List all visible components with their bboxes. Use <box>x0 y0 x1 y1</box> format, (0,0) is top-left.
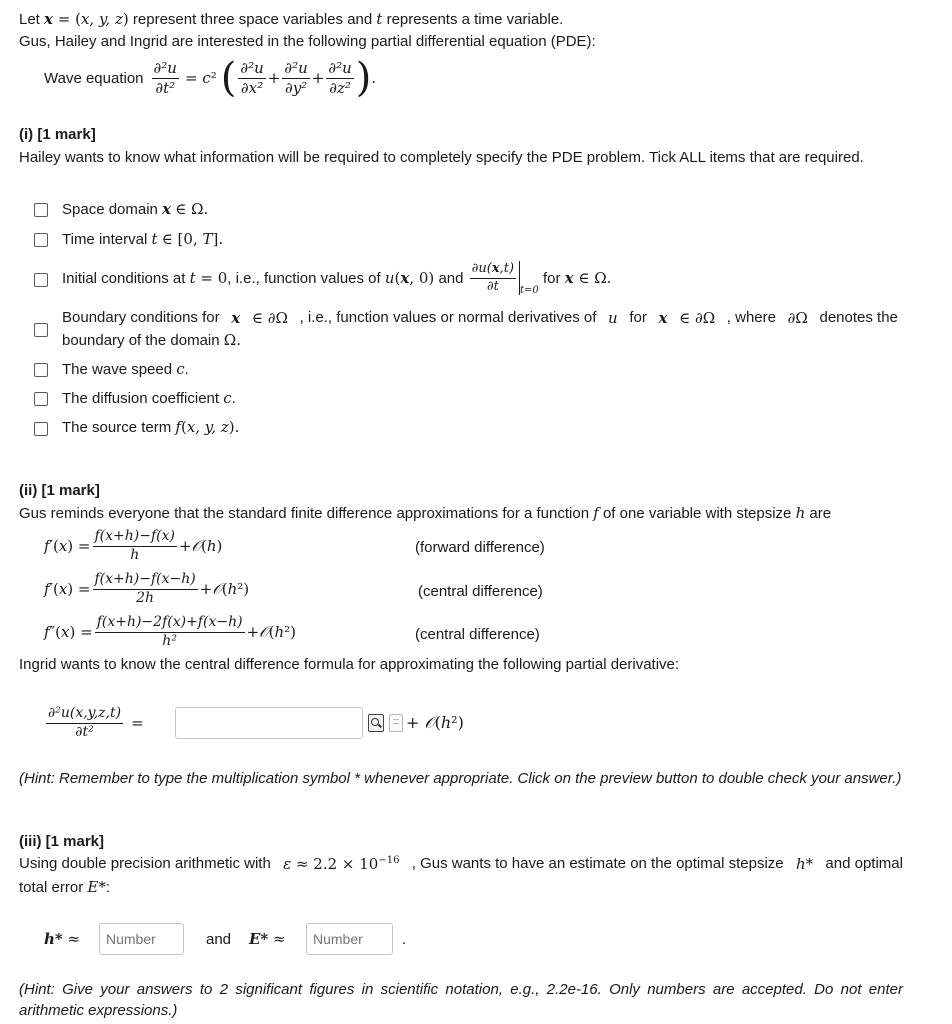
e-star-label: E* ≈ <box>249 930 286 948</box>
label-central-difference-2: (central difference) <box>415 626 540 643</box>
option-wave-speed: The wave speed c. <box>62 360 189 378</box>
part-3-hint: (Hint: Give your answers to 2 significant figures in scientific notation, e.g., 2.2e-16. Only numbers are accepted. Do not enter arithmetic expressions.) <box>19 981 903 1019</box>
part-2-question: Ingrid wants to know the central difference formula for approximating the following partial derivative: <box>19 656 680 673</box>
checkbox-diffusion-coefficient[interactable] <box>34 392 48 406</box>
preview-button[interactable] <box>368 714 384 732</box>
part-1-heading: (i) [1 mark] <box>19 126 96 143</box>
math-fraction: $\frac{\text{∂²u}}{\text{∂y²}}$ <box>284 59 308 97</box>
part-2-heading: (ii) [1 mark] <box>19 482 100 499</box>
formula-central-first: f′ ( x ) = $\frac{f(x+h)-f(x-h)}{2h}$ + 𝒪 ( h ²) <box>44 571 250 606</box>
math-x-vector: x <box>44 10 53 28</box>
checkbox-time-interval[interactable] <box>34 233 48 247</box>
checkbox-wave-speed[interactable] <box>34 363 48 377</box>
period: . <box>402 931 407 948</box>
intro-text: Let <box>19 11 40 28</box>
document-icon <box>393 719 399 720</box>
intro-line-2: Gus, Hailey and Ingrid are interested in the following partial differential equation (PDE): <box>19 33 596 50</box>
optimal-error-input[interactable] <box>306 923 393 955</box>
option-time-interval: Time interval t ∈ [0, T]. <box>62 230 224 248</box>
label-forward-difference: (forward difference) <box>415 539 545 556</box>
part-2-hint: (Hint: Remember to type the multiplication symbol * whenever appropriate. Click on the preview button to double check your answer.) <box>19 770 902 787</box>
h-star-label: h* ≈ <box>44 930 81 948</box>
help-button[interactable] <box>389 714 403 732</box>
checkbox-space-domain[interactable] <box>34 203 48 217</box>
option-space-domain: Space domain x ∈ Ω. <box>62 200 209 218</box>
part-3-question-line-2: total error E*: <box>19 878 110 896</box>
option-boundary-conditions-line-1: Boundary conditions for x ∈ ∂Ω , i.e., function values or normal derivatives of u for x ∈ ∂Ω , where ∂Ω denotes the <box>62 309 898 327</box>
label-central-difference-1: (central difference) <box>418 583 543 600</box>
math-fraction: $\frac{\text{∂²u}}{\text{∂t²}}$ <box>153 59 177 97</box>
partial-derivative-expression: $\frac{\text{∂²u(x,y,z,t)}}{\text{∂t²}}$ = <box>48 705 144 740</box>
error-order-term: + 𝒪(h²) <box>406 713 464 732</box>
option-initial-conditions: Initial conditions at t = 0 , i.e., function values of u ( x , 0) and $\frac{\partial u(x,t)}{\partial t}$ t=0 for x ∈ Ω. <box>62 261 612 296</box>
wave-equation: Wave equation $\frac{\text{∂²u}}{\text{∂t²}}$ = c² ( $\frac{\text{∂²u}}{\text{∂x²}}$ + $\frac{\text{∂²u}}{\text{∂y²}}$ + $\frac{\text{∂²u}}{\text{∂z²}}$ ) . <box>44 55 377 101</box>
formula-forward: f′ ( x ) = $\frac{f(x+h)-f(x)}{h}$ + 𝒪 ( h ) <box>44 528 223 563</box>
intro-text: represent three space variables and <box>132 11 373 28</box>
checkbox-source-term[interactable] <box>34 422 48 436</box>
math-fraction: $\frac{\text{∂²u}}{\text{∂z²}}$ <box>328 59 352 97</box>
checkbox-boundary-conditions[interactable] <box>34 323 48 337</box>
and-label: and <box>206 931 232 948</box>
option-boundary-conditions-line-2: boundary of the domain Ω. <box>62 331 242 349</box>
part-2-intro: Gus reminds everyone that the standard finite difference approximations for a function f of one variable with stepsize h are <box>19 504 832 522</box>
checkbox-initial-conditions[interactable] <box>34 273 48 287</box>
math-fraction: $\frac{\text{∂²u}}{\text{∂x²}}$ <box>240 59 264 97</box>
intro-line-1: Let x = (x, y, z) represent three space variables and t represents a time variable. <box>19 10 564 28</box>
formula-central-second: f″ ( x ) = $\frac{f(x+h)-2f(x)+f(x-h)}{\text{h²}}$ + 𝒪 ( h ²) <box>44 614 296 649</box>
option-diffusion-coefficient: The diffusion coefficient c. <box>62 389 236 407</box>
central-difference-answer-input[interactable] <box>175 707 363 739</box>
optimal-stepsize-input[interactable] <box>99 923 184 955</box>
intro-text: represents a time variable. <box>386 11 564 28</box>
part-3-heading: (iii) [1 mark] <box>19 833 105 850</box>
wave-equation-label: Wave equation <box>44 69 144 87</box>
option-source-term: The source term f(x, y, z). <box>62 418 240 436</box>
part-3-question-line-1: Using double precision arithmetic with $\varepsilon \approx 2.2 \times 10^{-16}$ , Gus wants to have an estimate on the optimal stepsize h* and optimal <box>19 855 903 873</box>
part-1-question: Hailey wants to know what information will be required to completely specify the PDE problem. Tick ALL items that are required. <box>19 149 864 166</box>
